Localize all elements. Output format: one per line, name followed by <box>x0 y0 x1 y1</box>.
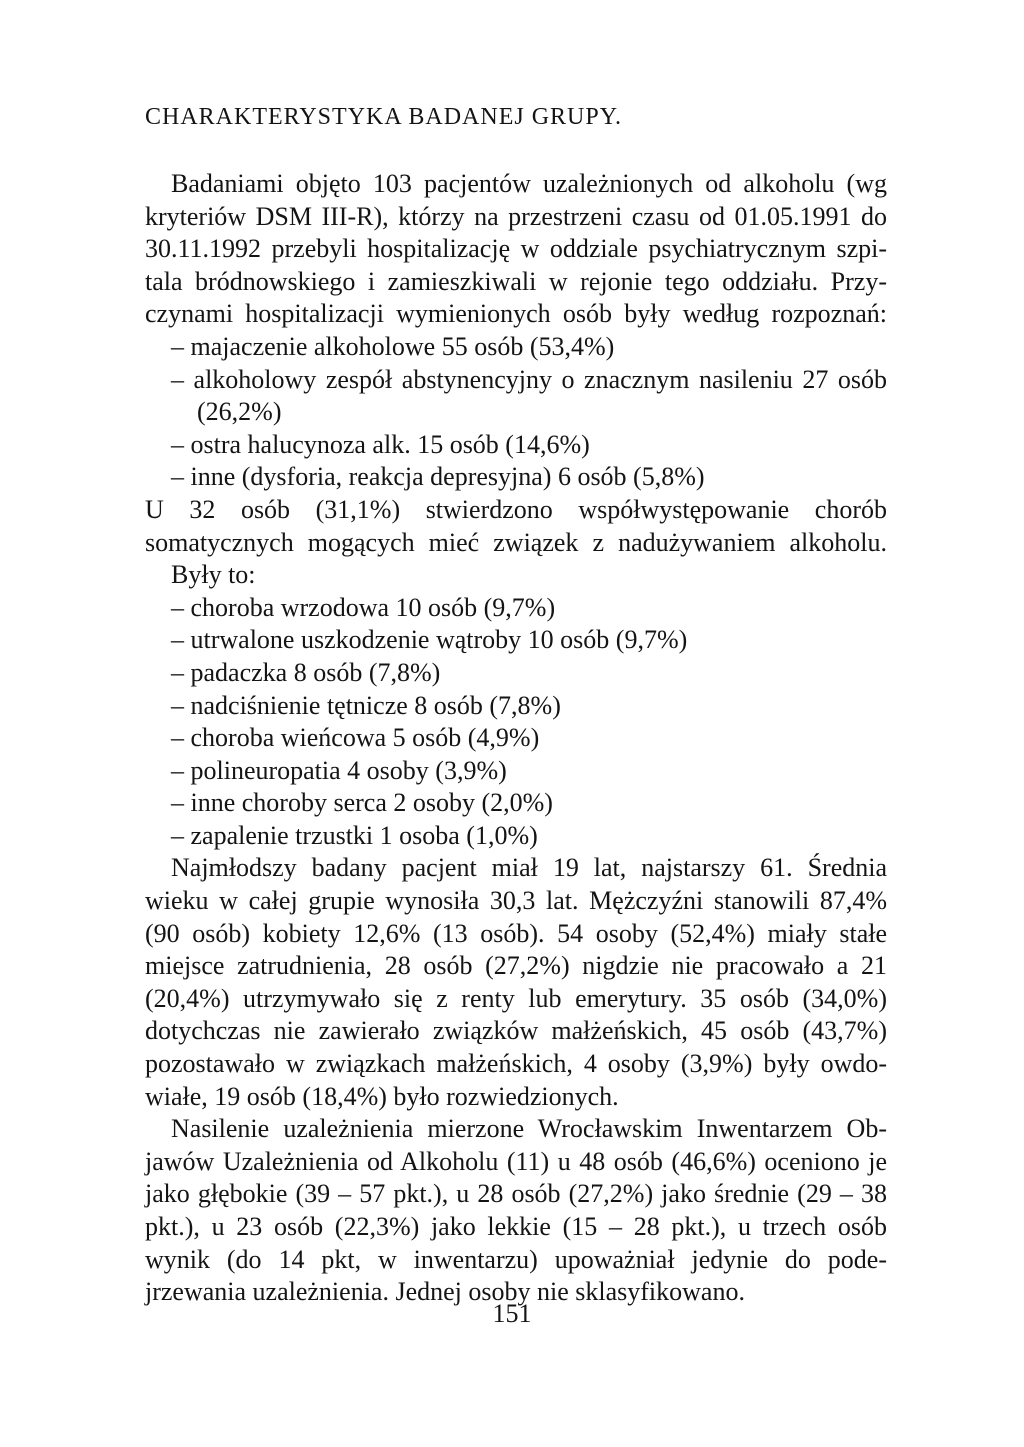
text-line: wieku w całej grupie wynosiła 30,3 lat. Mężczyźni stanowili 87,4% <box>145 886 887 916</box>
text-line: Najmłodszy badany pacjent miał 19 lat, najstarszy 61. Średnia <box>171 853 887 883</box>
text-line: – padaczka 8 osób (7,8%) <box>171 657 441 687</box>
text-line: dotychczas nie zawierało związków małżeńskich, 45 osób (43,7%) <box>145 1016 887 1046</box>
text-line: miejsce zatrudnienia, 28 osób (27,2%) nigdzie nie pracowało a 21 <box>145 951 887 981</box>
text-line: – inne choroby serca 2 osoby (2,0%) <box>171 788 553 818</box>
text-line: czynami hospitalizacji wymienionych osób były według rozpoznań: <box>145 299 887 329</box>
page-body <box>145 100 887 1309</box>
text-line: – zapalenie trzustki 1 osoba (1,0%) <box>171 820 538 850</box>
text-line: jawów Uzależnienia od Alkoholu (11) u 48 osób (46,6%) oceniono je <box>145 1146 887 1176</box>
text-line: – nadciśnienie tętnicze 8 osób (7,8%) <box>171 690 561 720</box>
text-line: – inne (dysforia, reakcja depresyjna) 6 osób (5,8%) <box>171 462 705 492</box>
text-line: 30.11.1992 przebyli hospitalizację w oddziale psychiatrycznym szpi- <box>145 234 887 264</box>
text-line: jrzewania uzależnienia. Jednej osoby nie sklasyfikowano. <box>145 1277 745 1307</box>
text-line: – choroba wrzodowa 10 osób (9,7%) <box>171 592 556 622</box>
text-line: Badaniami objęto 103 pacjentów uzależnionych od alkoholu (wg <box>171 169 887 198</box>
section-heading: CHARAKTERYSTYKA BADANEJ GRUPY. <box>145 104 622 130</box>
text-line: wiałe, 19 osób (18,4%) było rozwiedzionych. <box>145 1081 619 1111</box>
text-line: – polineuropatia 4 osoby (3,9%) <box>171 755 507 785</box>
text-line: – utrwalone uszkodzenie wątroby 10 osób (9,7%) <box>171 625 688 655</box>
text-line: – ostra halucynoza alk. 15 osób (14,6%) <box>171 429 590 459</box>
text-line: – majaczenie alkoholowe 55 osób (53,4%) <box>171 331 615 361</box>
text-line: tala bródnowskiego i zamieszkiwali w rejonie tego oddziału. Przy- <box>145 266 887 296</box>
text-line: pkt.), u 23 osób (22,3%) jako lekkie (15 – 28 pkt.), u trzech osób <box>145 1212 887 1241</box>
text-line: pozostawało w związkach małżeńskich, 4 osoby (3,9%) były owdo- <box>145 1049 887 1079</box>
text-line: – alkoholowy zespół abstynencyjny o znacznym nasileniu 27 osób <box>171 364 887 394</box>
text-line: – choroba wieńcowa 5 osób (4,9%) <box>171 723 540 753</box>
text-line: Były to: <box>171 560 256 590</box>
page-number: 151 <box>492 1299 532 1328</box>
text-line: U 32 osób (31,1%) stwierdzono współwystępowanie chorób <box>145 494 887 524</box>
text-line: (90 osób) kobiety 12,6% (13 osób). 54 osoby (52,4%) miały stałe <box>145 918 887 948</box>
text-line: wynik (do 14 pkt, w inwentarzu) upoważniał jedynie do pode- <box>145 1244 887 1274</box>
text-line: (20,4%) utrzymywało się z renty lub emerytury. 35 osób (34,0%) <box>145 983 887 1013</box>
text-line: (26,2%) <box>197 397 282 427</box>
text-line: somatycznych mogących mieć związek z nadużywaniem alkoholu. <box>145 527 887 557</box>
body-text <box>145 168 887 1309</box>
text-line: jako głębokie (39 – 57 pkt.), u 28 osób (27,2%) jako średnie (29 – 38 <box>145 1179 887 1209</box>
text-line: kryteriów DSM III-R), którzy na przestrzeni czasu od 01.05.1991 do <box>145 201 887 231</box>
text-line: Nasilenie uzależnienia mierzone Wrocławskim Inwentarzem Ob- <box>171 1114 887 1144</box>
